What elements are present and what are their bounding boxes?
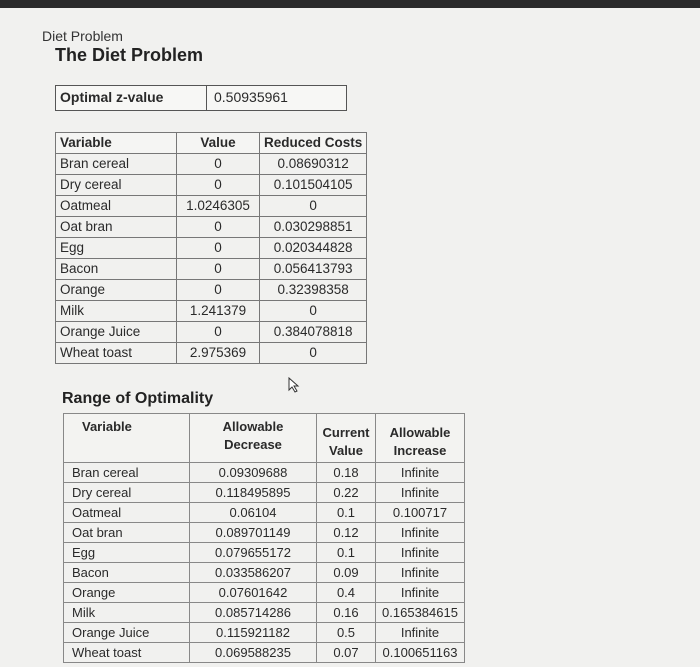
range-cell-current-value[interactable]: 0.22 [317, 483, 376, 503]
solution-row [56, 217, 367, 238]
range-row [64, 463, 465, 483]
solution-row [56, 259, 367, 280]
solution-cell-variable[interactable]: Oat bran [56, 217, 177, 238]
range-cell-variable[interactable]: Oat bran [64, 523, 190, 543]
range-cell-allowable-increase[interactable]: Infinite [376, 523, 465, 543]
solution-cell-variable[interactable]: Oatmeal [56, 196, 177, 217]
range-cell-allowable-decrease[interactable]: 0.118495895 [190, 483, 317, 503]
solution-cell-reduced-cost[interactable]: 0.056413793 [260, 259, 367, 280]
range-row [64, 643, 465, 663]
range-row [64, 543, 465, 563]
range-cell-allowable-increase[interactable]: 0.100651163 [376, 643, 465, 663]
range-cell-variable[interactable]: Oatmeal [64, 503, 190, 523]
mouse-cursor-icon [288, 377, 302, 393]
solution-cell-reduced-cost[interactable]: 0.384078818 [260, 322, 367, 343]
range-cell-current-value[interactable]: 0.12 [317, 523, 376, 543]
range-of-optimality-title: Range of Optimality [62, 390, 214, 407]
range-cell-allowable-increase[interactable]: Infinite [376, 483, 465, 503]
solution-row [56, 154, 367, 175]
range-header-allowable-increase-text: Allowable Increase [389, 425, 451, 458]
range-row [64, 503, 465, 523]
range-cell-current-value[interactable]: 0.1 [317, 503, 376, 523]
solution-row [56, 343, 367, 364]
range-row [64, 483, 465, 503]
solution-cell-reduced-cost[interactable]: 0.030298851 [260, 217, 367, 238]
solution-cell-value[interactable]: 2.975369 [177, 343, 260, 364]
solution-cell-variable[interactable]: Orange [56, 280, 177, 301]
solution-cell-reduced-cost[interactable]: 0 [260, 301, 367, 322]
optimal-z-value[interactable]: 0.50935961 [214, 89, 288, 105]
range-cell-current-value[interactable]: 0.16 [317, 603, 376, 623]
solution-row [56, 322, 367, 343]
range-cell-current-value[interactable]: 0.07 [317, 643, 376, 663]
range-row [64, 583, 465, 603]
optimal-z-box [55, 85, 347, 111]
range-cell-allowable-decrease[interactable]: 0.115921182 [190, 623, 317, 643]
range-cell-variable[interactable]: Bacon [64, 563, 190, 583]
solution-row [56, 238, 367, 259]
solution-cell-reduced-cost[interactable]: 0 [260, 196, 367, 217]
solution-cell-value[interactable]: 1.0246305 [177, 196, 260, 217]
solution-cell-value[interactable]: 0 [177, 322, 260, 343]
solution-cell-variable[interactable]: Bran cereal [56, 154, 177, 175]
range-cell-allowable-decrease[interactable]: 0.07601642 [190, 583, 317, 603]
range-cell-current-value[interactable]: 0.1 [317, 543, 376, 563]
solution-cell-reduced-cost[interactable]: 0 [260, 343, 367, 364]
range-cell-allowable-decrease[interactable]: 0.033586207 [190, 563, 317, 583]
range-cell-allowable-decrease[interactable]: 0.089701149 [190, 523, 317, 543]
range-cell-variable[interactable]: Milk [64, 603, 190, 623]
solution-row [56, 196, 367, 217]
range-cell-allowable-increase[interactable]: Infinite [376, 543, 465, 563]
range-cell-allowable-increase[interactable]: Infinite [376, 623, 465, 643]
solution-header-reduced-costs: Reduced Costs [260, 133, 367, 154]
solution-row [56, 301, 367, 322]
solution-cell-variable[interactable]: Egg [56, 238, 177, 259]
solution-cell-value[interactable]: 0 [177, 217, 260, 238]
range-header-allowable-decrease [190, 414, 317, 463]
solution-cell-value[interactable]: 1.241379 [177, 301, 260, 322]
range-header-variable: Variable [64, 414, 190, 463]
range-row [64, 603, 465, 623]
range-cell-allowable-decrease[interactable]: 0.069588235 [190, 643, 317, 663]
range-cell-allowable-decrease[interactable]: 0.079655172 [190, 543, 317, 563]
optimal-z-label: Optimal z-value [60, 89, 164, 105]
page-title: The Diet Problem [55, 45, 204, 65]
range-cell-allowable-decrease[interactable]: 0.09309688 [190, 463, 317, 483]
solution-cell-reduced-cost[interactable]: 0.020344828 [260, 238, 367, 259]
solution-cell-value[interactable]: 0 [177, 280, 260, 301]
solution-row [56, 280, 367, 301]
range-row [64, 623, 465, 643]
solution-cell-variable[interactable]: Bacon [56, 259, 177, 280]
solution-cell-reduced-cost[interactable]: 0.101504105 [260, 175, 367, 196]
range-cell-current-value[interactable]: 0.09 [317, 563, 376, 583]
solution-cell-variable[interactable]: Dry cereal [56, 175, 177, 196]
solution-header-variable: Variable [56, 133, 177, 154]
range-cell-allowable-increase[interactable]: Infinite [376, 583, 465, 603]
range-cell-variable[interactable]: Orange Juice [64, 623, 190, 643]
solution-cell-value[interactable]: 0 [177, 175, 260, 196]
range-cell-variable[interactable]: Bran cereal [64, 463, 190, 483]
range-cell-allowable-increase[interactable]: 0.100717 [376, 503, 465, 523]
range-table [63, 413, 465, 663]
range-cell-allowable-increase[interactable]: Infinite [376, 463, 465, 483]
range-cell-variable[interactable]: Egg [64, 543, 190, 563]
solution-cell-value[interactable]: 0 [177, 238, 260, 259]
range-row [64, 523, 465, 543]
solution-header-value: Value [177, 133, 260, 154]
range-cell-allowable-decrease[interactable]: 0.085714286 [190, 603, 317, 623]
solution-cell-variable[interactable]: Orange Juice [56, 322, 177, 343]
range-row [64, 563, 465, 583]
solution-cell-reduced-cost[interactable]: 0.32398358 [260, 280, 367, 301]
solution-cell-variable[interactable]: Wheat toast [56, 343, 177, 364]
solution-cell-variable[interactable]: Milk [56, 301, 177, 322]
solution-cell-value[interactable]: 0 [177, 259, 260, 280]
range-cell-allowable-increase[interactable]: 0.165384615 [376, 603, 465, 623]
range-cell-variable[interactable]: Orange [64, 583, 190, 603]
solution-cell-reduced-cost[interactable]: 0.08690312 [260, 154, 367, 175]
range-cell-variable[interactable]: Dry cereal [64, 483, 190, 503]
range-cell-variable[interactable]: Wheat toast [64, 643, 190, 663]
solution-table [55, 132, 367, 364]
range-header-allowable-decrease-text: Allowable Decrease [222, 419, 284, 452]
solution-cell-value[interactable]: 0 [177, 154, 260, 175]
sheet-name: Diet Problem [42, 28, 123, 44]
range-header-current-value-text: Current Value [322, 425, 370, 458]
range-cell-allowable-increase[interactable]: Infinite [376, 563, 465, 583]
range-header-current-value [317, 414, 376, 463]
range-cell-current-value[interactable]: 0.4 [317, 583, 376, 603]
range-cell-allowable-decrease[interactable]: 0.06104 [190, 503, 317, 523]
top-edge-strip [0, 0, 700, 8]
range-header-allowable-increase [376, 414, 465, 463]
range-cell-current-value[interactable]: 0.5 [317, 623, 376, 643]
solution-row [56, 175, 367, 196]
range-cell-current-value[interactable]: 0.18 [317, 463, 376, 483]
optimal-z-divider [206, 86, 207, 110]
